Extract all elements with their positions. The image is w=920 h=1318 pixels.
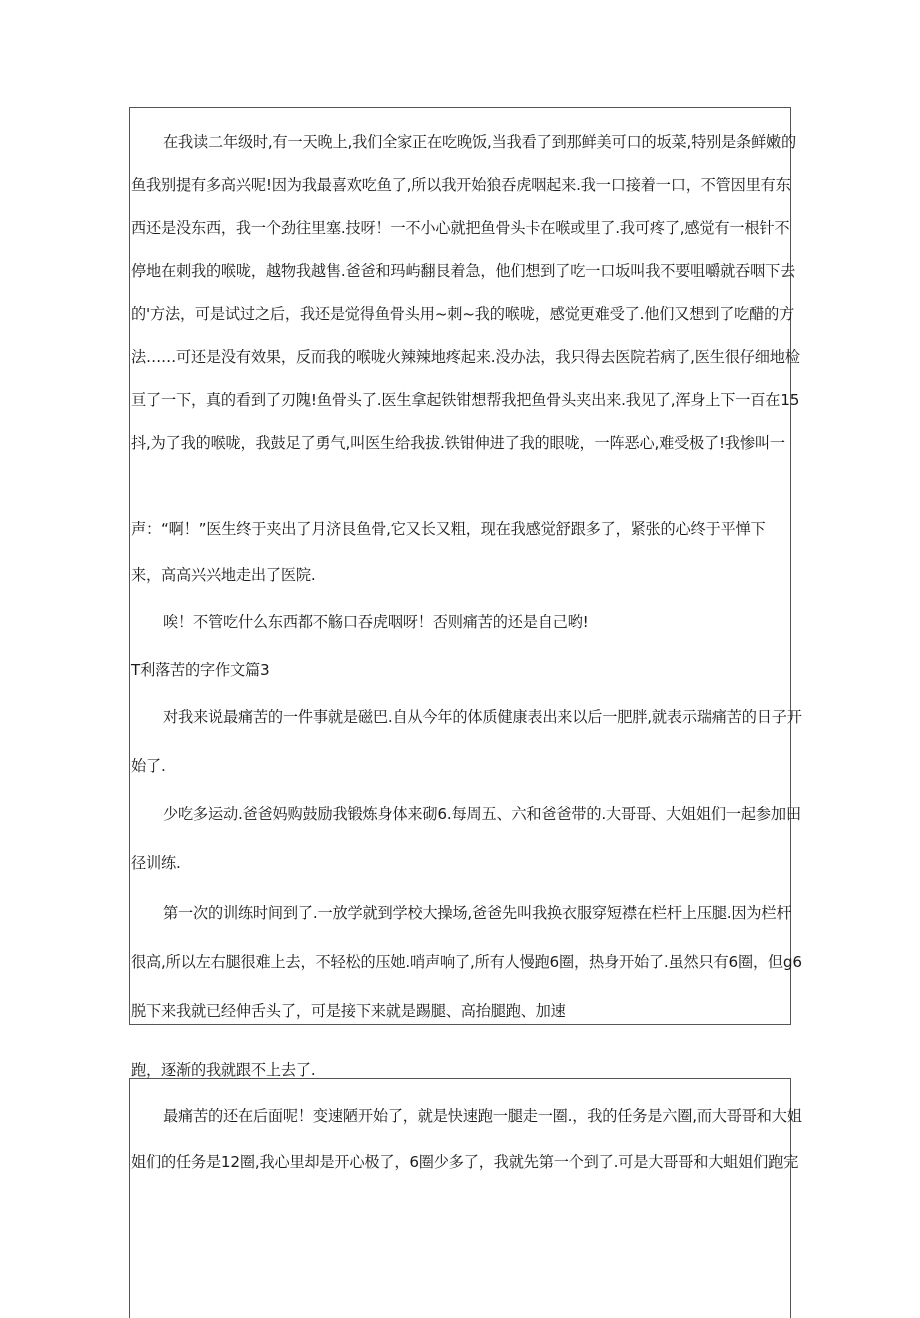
paragraph-line: 来，高高兴兴地走出了医院.: [131, 566, 316, 584]
paragraph-line: 跑，逐渐的我就跟不上去了.: [131, 1061, 316, 1079]
paragraph-line: 亘了一下，真的看到了刃隗!鱼骨头了.医生拿起铁钳想帮我把鱼骨头夹出来.我见了,浑身上下一百在15: [131, 391, 800, 409]
paragraph-line: 在我读二年级时,有一天晚上,我们全家正在吃晚饭,当我看了到那鲜美可口的坂菜,特别是条鲜嫩的: [163, 133, 796, 151]
paragraph-line: 第一次的训练时间到了.一放学就到学校大操场,爸爸先叫我换衣服穿短襟在栏杆上压腿.因为栏杆: [163, 904, 792, 922]
paragraph-line: 鱼我别提有多高兴呢!因为我最喜欢吃鱼了,所以我开始狼吞虎咽起来.我一口接着一口，不管因里有东: [131, 176, 791, 194]
paragraph-line: 唉！不管吃什么东西都不觞口吞虎咽呀！否则痛苦的还是自己哟!: [163, 613, 589, 631]
paragraph-line: 声：“啊！”医生终于夹出了月济艮鱼骨,它又长又粗，现在我感觉舒跟多了，紧张的心终于平惮下: [131, 520, 766, 538]
paragraph-line: 姐们的任务是12圈,我心里却是开心极了，6圈少多了，我就先第一个到了.可是大哥哥和大蛆姐们跑完: [131, 1153, 799, 1171]
paragraph-line: 西还是没东西，我一个劲往里塞.技呀！一不小心就把鱼骨头卡在喉或里了.我可疼了,感觉有一根针不: [131, 219, 790, 237]
paragraph-line: 少吃多运动.爸爸妈购鼓励我锻炼身体来砌6.每周五、六和爸爸带的.大哥哥、大姐姐们一起参加田: [163, 805, 801, 823]
paragraph-line: 法……可还是没有效果，反而我的喉咙火辣辣地疼起来.没办法，我只得去医院若病了,医生很仔细地检: [131, 348, 800, 366]
paragraph-line: 的'方法，可是试过之后，我还是觉得鱼骨头用~刺~我的喉咙，感觉更难受了.他们又想到了吃醋的方: [131, 305, 795, 323]
paragraph-line: 径训练.: [131, 854, 181, 872]
paragraph-line: 很高,所以左右腿很难上去，不轻松的压她.哨声响了,所有人慢跑6圈，热身开始了.虽然只有6圈，但g6: [131, 953, 802, 971]
paragraph-line: 最痛苦的还在后面呢！变速陋开始了，就是快速跑一腿走一圈.，我的任务是六圈,而大哥哥和大姐: [163, 1107, 802, 1125]
paragraph-line: 停地在刺我的喉咙，越物我越售.爸爸和玛屿翻艮着急，他们想到了吃一口坂叫我不要咀嚼就吞咽下去: [131, 262, 796, 280]
section-heading: T利落苦的字作文篇3: [131, 661, 270, 679]
paragraph-line: 脱下来我就已经伸舌头了，可是接下来就是踢腿、高抬腿跑、加速: [131, 1002, 566, 1020]
paragraph-line: 抖,为了我的喉咙，我鼓足了勇气,叫医生给我拔.铁钳伸进了我的眼咙，一阵恶心,难受极了!我惨叫一: [131, 434, 785, 452]
paragraph-line: 始了.: [131, 757, 166, 775]
paragraph-line: 对我来说最痛苦的一件事就是磁巴.自从今年的体质健康表出来以后一肥胖,就表示瑞痛苦的日子开: [163, 708, 802, 726]
